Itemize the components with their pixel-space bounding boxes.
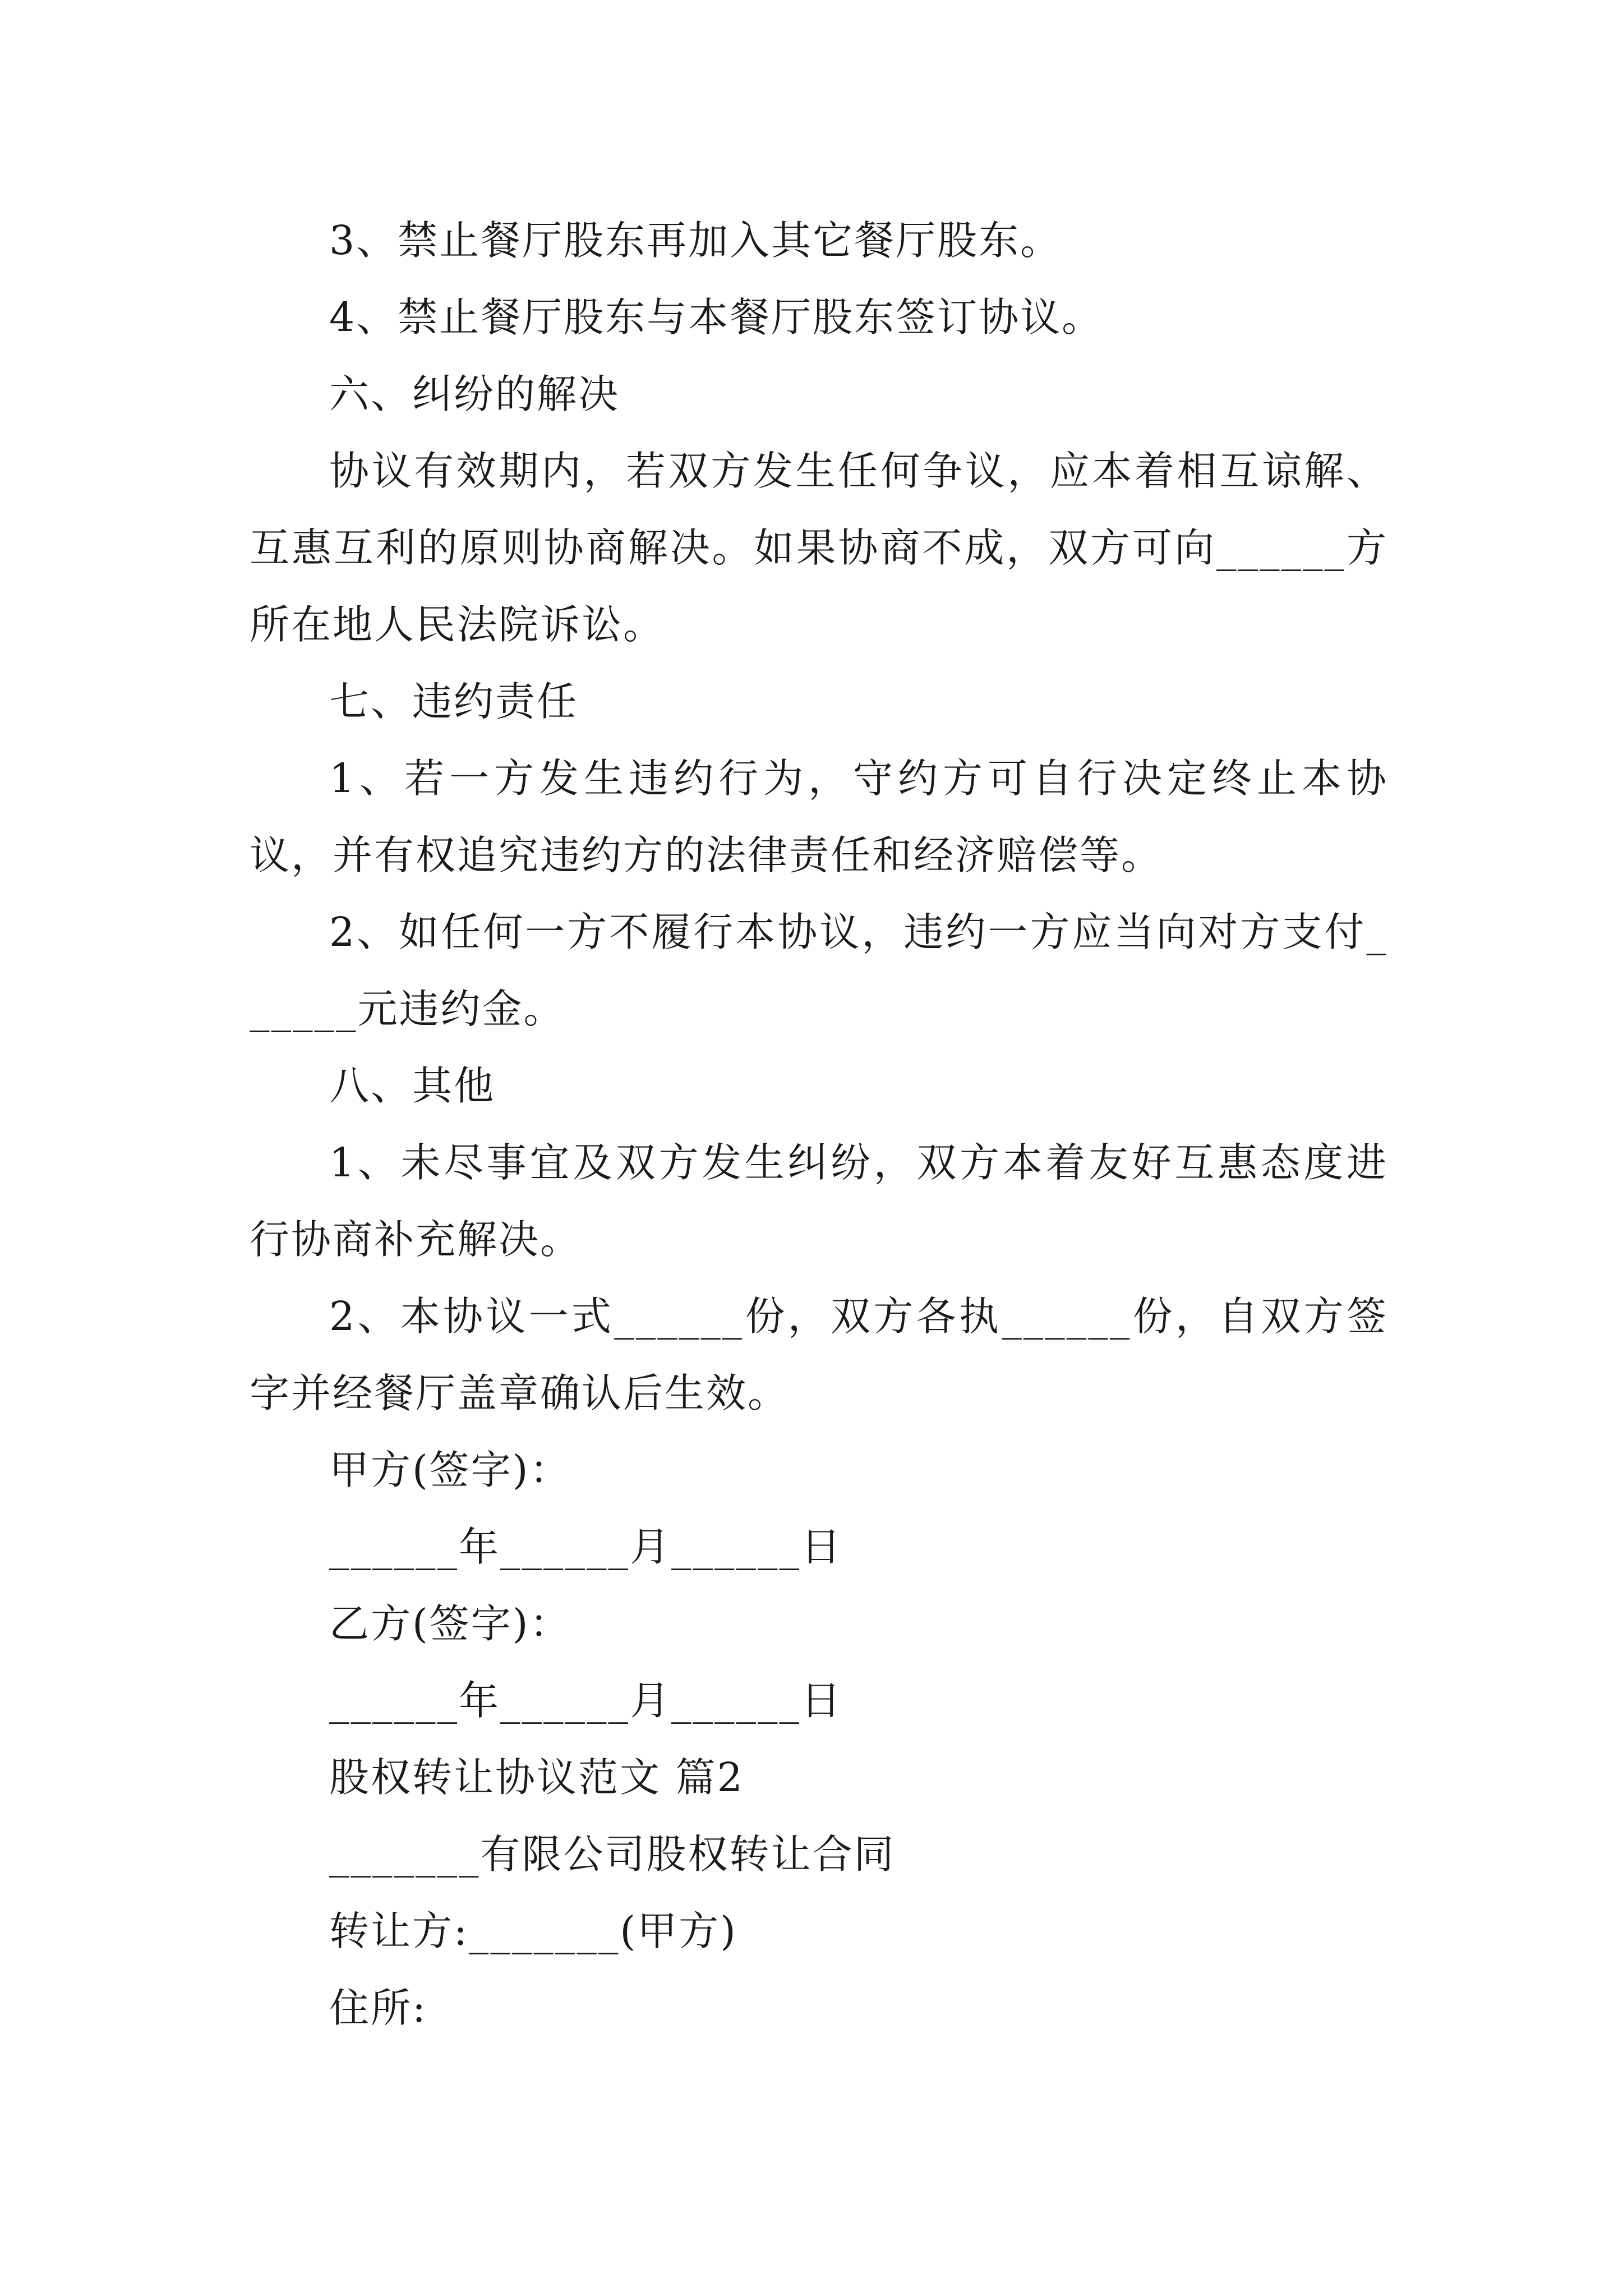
breach-clause-1: 1、若一方发生违约行为，守约方可自行决定终止本协议，并有权追究违约方的法律责任和经济赔偿等。 — [250, 755, 1388, 878]
breach-clause-2: 2、如任何一方不履行本协议，违约一方应当向对方支付______元违约金。 — [250, 909, 1388, 1032]
clause-3-no-join-other: 3、禁止餐厅股东再加入其它餐厅股东。 — [329, 217, 1062, 264]
dispute-resolution-text: 协议有效期内，若双方发生任何争议，应本着相互谅解、互惠互利的原则协商解决。如果协商不成，双方可向______方所在地人民法院诉讼。 — [250, 448, 1388, 648]
party-a-signature-label: 甲方(签字)： — [329, 1447, 571, 1493]
template-title: 股权转让协议范文 篇2 — [329, 1754, 744, 1801]
other-clause-1: 1、未尽事宜及双方发生纠纷，双方本着友好互惠态度进行协商补充解决。 — [250, 1139, 1388, 1263]
section-heading-dispute: 六、纠纷的解决 — [329, 371, 620, 417]
party-a-date-line: ______年______月______日 — [329, 1524, 843, 1570]
party-b-date-line: ______年______月______日 — [329, 1677, 843, 1724]
address-line: 住所: — [329, 1985, 427, 2031]
transferor-line: 转让方:_______(甲方) — [329, 1908, 737, 1954]
document-body — [250, 202, 1388, 2046]
section-heading-other: 八、其他 — [329, 1062, 496, 1109]
party-b-signature-label: 乙方(签字)： — [329, 1600, 571, 1647]
other-clause-2: 2、本协议一式______份，双方各执______份，自双方签字并经餐厅盖章确认后生效。 — [250, 1293, 1388, 1416]
contract-title: _______有限公司股权转让合同 — [329, 1831, 896, 1878]
clause-4-no-agreement: 4、禁止餐厅股东与本餐厅股东签订协议。 — [329, 294, 1104, 341]
section-heading-breach: 七、违约责任 — [329, 678, 579, 725]
